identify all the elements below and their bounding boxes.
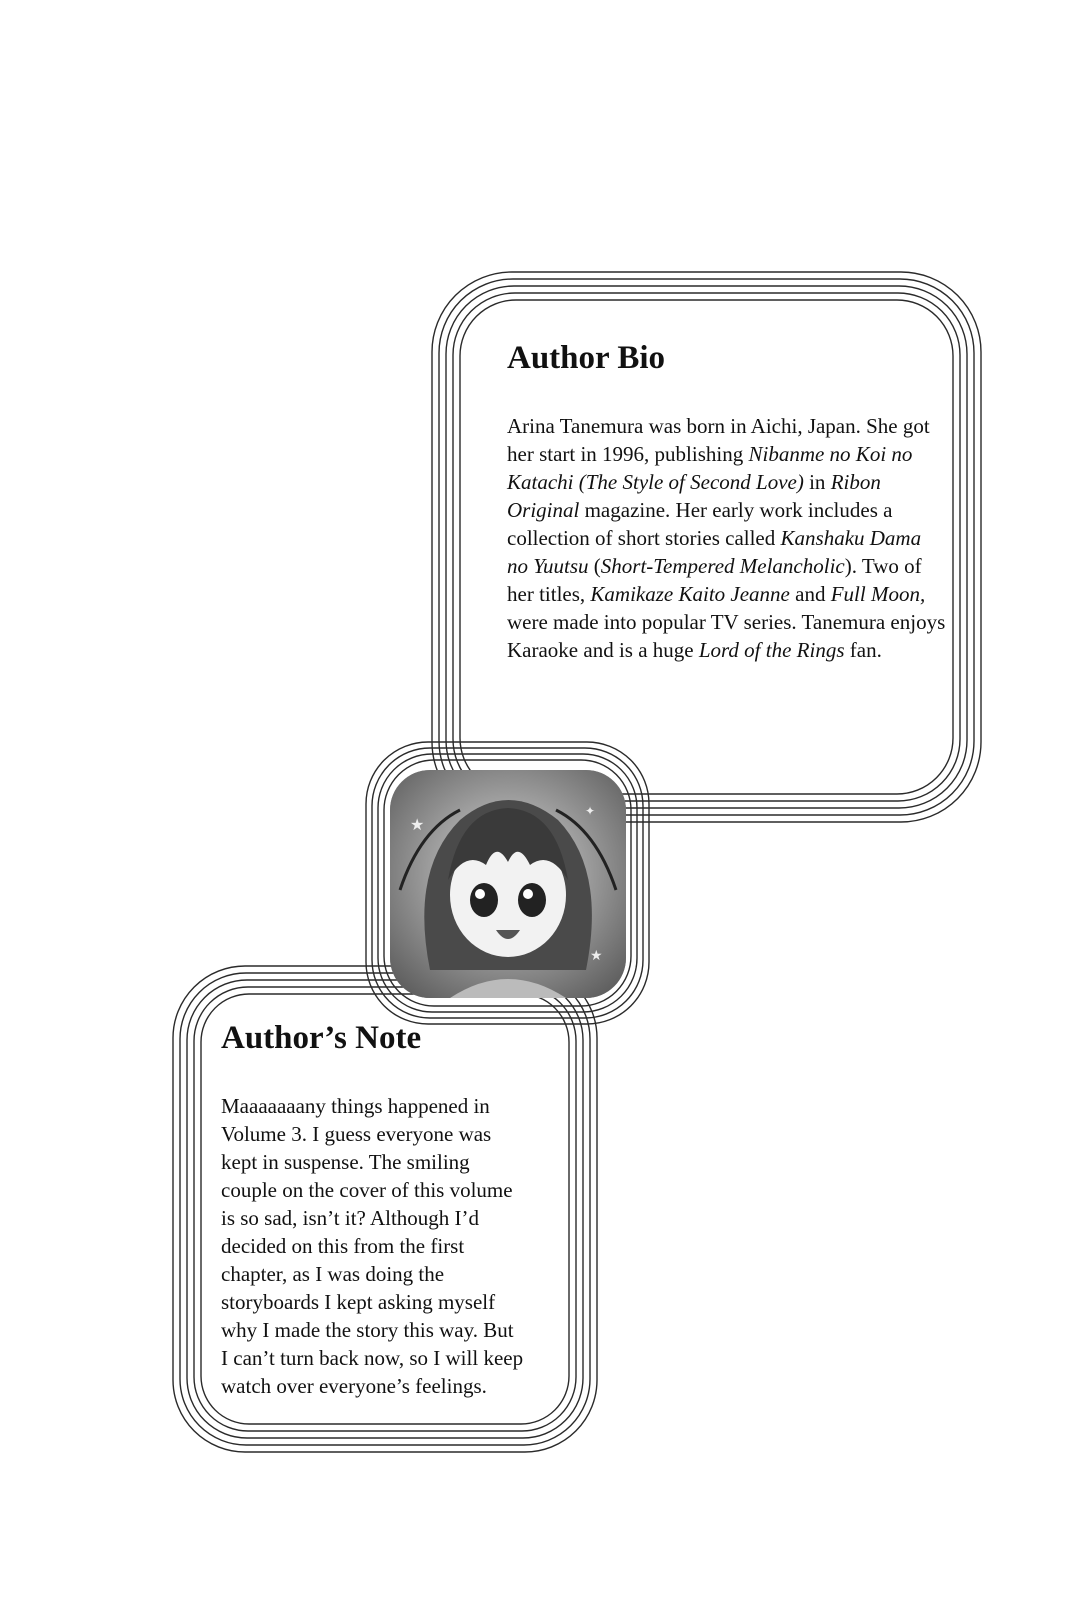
bio-segment: in	[803, 470, 831, 495]
bio-segment: (	[588, 554, 601, 579]
bio-italic-segment: Ribon Original	[507, 470, 881, 523]
author-bio-title: Author Bio	[507, 340, 666, 376]
bio-segment: Arina Tanemura was born in Aichi, Japan. She got her start in 1996, publishing	[507, 414, 930, 467]
author-portrait	[390, 770, 626, 998]
bio-italic-segment: Short-Tempered Melancholic	[600, 554, 845, 579]
bio-segment: were made into popular TV series. Tanemura enjoys Karaoke and is a huge	[507, 610, 946, 663]
bio-italic-segment: Full Moon,	[830, 582, 926, 607]
bio-italic-segment: Kamikaze Kaito Jeanne	[590, 582, 790, 607]
note-line: decided on this from the first	[221, 1234, 465, 1259]
svg-text:★: ★	[410, 817, 425, 834]
authors-note-text	[221, 1092, 576, 1400]
note-line: Maaaaaaany things happened in	[221, 1094, 490, 1119]
note-line: I can’t turn back now, so I will keep	[221, 1346, 524, 1371]
bio-segment: fan.	[844, 638, 882, 663]
note-line: Volume 3. I guess everyone was	[221, 1122, 492, 1147]
note-line: chapter, as I was doing the	[221, 1262, 445, 1287]
authors-note-box	[221, 1020, 576, 1400]
bio-italic-segment: Lord of the Rings	[698, 638, 845, 663]
note-line: storyboards I kept asking myself	[221, 1290, 496, 1315]
bio-italic-segment: Nibanme no Koi no Katachi (The Style of Second Love)	[507, 442, 913, 495]
note-line: kept in suspense. The smiling	[221, 1150, 470, 1175]
author-bio-text	[507, 412, 947, 664]
author-bio-box	[507, 340, 947, 664]
bio-italic-segment: Kanshaku Dama no Yuutsu	[507, 526, 922, 579]
note-line: is so sad, isn’t it? Although I’d	[221, 1206, 480, 1231]
bio-segment: magazine. Her early work includes a collection of short stories called	[507, 498, 893, 551]
note-line: why I made the story this way. But	[221, 1318, 514, 1343]
svg-text:✦: ✦	[585, 804, 596, 818]
bio-segment: ). Two of her titles,	[507, 554, 922, 607]
author-portrait-illustration-icon	[390, 770, 626, 998]
svg-text:★: ★	[590, 949, 603, 964]
note-line: watch over everyone’s feelings.	[221, 1374, 487, 1399]
bio-segment: and	[789, 582, 831, 607]
note-line: couple on the cover of this volume	[221, 1178, 513, 1203]
authors-note-title: Author’s Note	[221, 1020, 422, 1056]
